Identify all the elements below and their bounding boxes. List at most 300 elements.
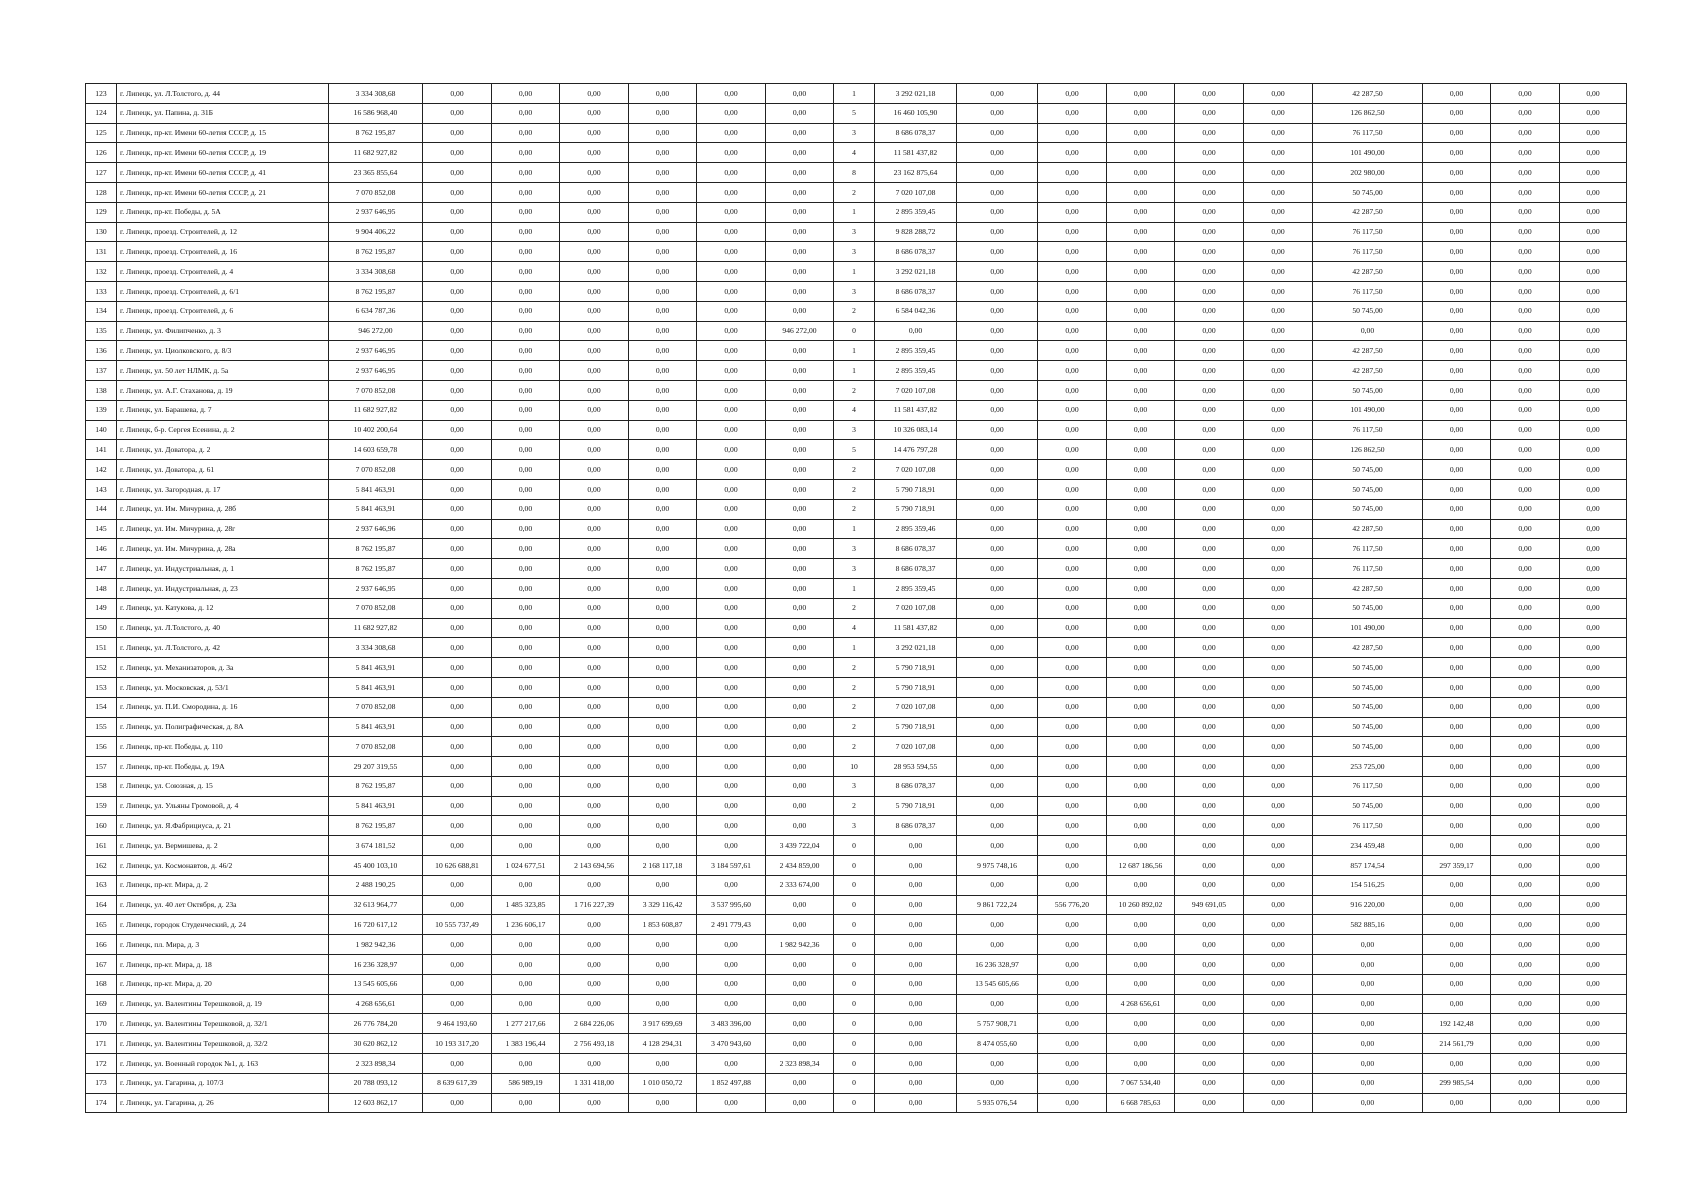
- value-cell: 0,00: [1175, 1054, 1244, 1074]
- value-cell: 192 142,48: [1423, 1014, 1491, 1034]
- value-cell: 8 762 195,87: [329, 559, 423, 579]
- value-cell: 0,00: [1038, 697, 1107, 717]
- value-cell: 0,00: [766, 202, 834, 222]
- value-cell: 0,00: [1107, 123, 1175, 143]
- value-cell: 9 828 288,72: [875, 222, 957, 242]
- value-cell: 0,00: [1560, 321, 1627, 341]
- value-cell: 0,00: [560, 1054, 629, 1074]
- value-cell: 0,00: [1423, 776, 1491, 796]
- row-number-cell: 134: [86, 301, 117, 321]
- value-cell: 0,00: [697, 380, 766, 400]
- value-cell: 3: [834, 123, 875, 143]
- value-cell: 0,00: [560, 420, 629, 440]
- row-number-cell: 144: [86, 499, 117, 519]
- value-cell: 0,00: [1560, 341, 1627, 361]
- value-cell: 8 762 195,87: [329, 539, 423, 559]
- value-cell: 26 776 784,20: [329, 1014, 423, 1034]
- value-cell: 0,00: [1423, 994, 1491, 1014]
- value-cell: 7 020 107,08: [875, 697, 957, 717]
- value-cell: 3 439 722,04: [766, 836, 834, 856]
- value-cell: 0,00: [629, 994, 697, 1014]
- value-cell: 0,00: [1175, 539, 1244, 559]
- value-cell: 0,00: [629, 776, 697, 796]
- table-row: [86, 935, 1627, 955]
- value-cell: 0,00: [1491, 776, 1560, 796]
- value-cell: 0,00: [1244, 182, 1313, 202]
- value-cell: 0,00: [766, 262, 834, 282]
- row-number-cell: 139: [86, 400, 117, 420]
- address-cell: г. Липецк, ул. Загородная, д. 17: [117, 479, 329, 499]
- value-cell: 2: [834, 598, 875, 618]
- value-cell: 0,00: [1107, 539, 1175, 559]
- value-cell: 0,00: [1423, 163, 1491, 183]
- value-cell: 0,00: [1107, 163, 1175, 183]
- value-cell: 0,00: [1175, 677, 1244, 697]
- value-cell: 0,00: [1423, 460, 1491, 480]
- value-cell: 0,00: [560, 875, 629, 895]
- value-cell: 50 745,00: [1313, 182, 1423, 202]
- value-cell: 0,00: [1560, 380, 1627, 400]
- value-cell: 0,00: [492, 123, 560, 143]
- table-row: [86, 974, 1627, 994]
- value-cell: 16 720 617,12: [329, 915, 423, 935]
- value-cell: 0,00: [629, 677, 697, 697]
- value-cell: 0,00: [957, 420, 1038, 440]
- value-cell: 0,00: [1038, 1034, 1107, 1054]
- table-row: [86, 479, 1627, 499]
- value-cell: 949 691,05: [1175, 895, 1244, 915]
- value-cell: 0,00: [697, 143, 766, 163]
- value-cell: 3: [834, 776, 875, 796]
- value-cell: 0,00: [492, 242, 560, 262]
- address-cell: г. Липецк, ул. Механизаторов, д. 3а: [117, 658, 329, 678]
- value-cell: 0,00: [629, 420, 697, 440]
- value-cell: 0,00: [1244, 776, 1313, 796]
- row-number-cell: 137: [86, 361, 117, 381]
- value-cell: 0,00: [1491, 875, 1560, 895]
- value-cell: 0,00: [875, 1014, 957, 1034]
- value-cell: 0,00: [1491, 1093, 1560, 1113]
- value-cell: 42 287,50: [1313, 202, 1423, 222]
- address-cell: г. Липецк, ул. Л.Толстого, д. 40: [117, 618, 329, 638]
- value-cell: 0,00: [1038, 262, 1107, 282]
- value-cell: 916 220,00: [1313, 895, 1423, 915]
- value-cell: 0,00: [629, 697, 697, 717]
- value-cell: 0,00: [629, 737, 697, 757]
- row-number-cell: 169: [86, 994, 117, 1014]
- address-cell: г. Липецк, пр-кт. Имени 60-летия СССР, д. 19: [117, 143, 329, 163]
- value-cell: 0,00: [492, 697, 560, 717]
- value-cell: 0,00: [560, 301, 629, 321]
- value-cell: 0,00: [957, 182, 1038, 202]
- value-cell: 5 790 718,91: [875, 677, 957, 697]
- value-cell: 0,00: [1175, 202, 1244, 222]
- value-cell: 0,00: [1491, 420, 1560, 440]
- table-row: [86, 895, 1627, 915]
- value-cell: 0,00: [957, 202, 1038, 222]
- value-cell: 0,00: [1175, 638, 1244, 658]
- value-cell: 0,00: [1107, 935, 1175, 955]
- value-cell: 10 626 688,81: [423, 856, 492, 876]
- value-cell: 2: [834, 380, 875, 400]
- value-cell: 0,00: [957, 301, 1038, 321]
- value-cell: 0,00: [875, 955, 957, 975]
- value-cell: 2 937 646,95: [329, 578, 423, 598]
- value-cell: 5 935 076,54: [957, 1093, 1038, 1113]
- value-cell: 0,00: [875, 935, 957, 955]
- value-cell: 0,00: [629, 301, 697, 321]
- value-cell: 0,00: [1038, 222, 1107, 242]
- value-cell: 0,00: [629, 380, 697, 400]
- value-cell: 0,00: [1244, 935, 1313, 955]
- value-cell: 0,00: [629, 123, 697, 143]
- value-cell: 0,00: [1038, 143, 1107, 163]
- value-cell: 0,00: [697, 202, 766, 222]
- value-cell: 0,00: [1107, 638, 1175, 658]
- value-cell: 0,00: [1175, 598, 1244, 618]
- value-cell: 1: [834, 84, 875, 104]
- value-cell: 0,00: [1313, 994, 1423, 1014]
- value-cell: 0,00: [1175, 915, 1244, 935]
- value-cell: 0,00: [766, 658, 834, 678]
- value-cell: 3 537 995,60: [697, 895, 766, 915]
- value-cell: 0,00: [1038, 994, 1107, 1014]
- value-cell: 0,00: [1423, 578, 1491, 598]
- value-cell: 50 745,00: [1313, 717, 1423, 737]
- value-cell: 0,00: [1107, 757, 1175, 777]
- value-cell: 0,00: [1107, 717, 1175, 737]
- value-cell: 11 682 927,82: [329, 618, 423, 638]
- value-cell: 0,00: [423, 598, 492, 618]
- value-cell: 0,00: [1491, 816, 1560, 836]
- table-row: [86, 618, 1627, 638]
- value-cell: 0,00: [1491, 341, 1560, 361]
- value-cell: 5 841 463,91: [329, 658, 423, 678]
- value-cell: 0,00: [1560, 1073, 1627, 1093]
- value-cell: 9 861 722,24: [957, 895, 1038, 915]
- value-cell: 0,00: [1175, 123, 1244, 143]
- value-cell: 16 586 968,40: [329, 103, 423, 123]
- value-cell: 0,00: [629, 618, 697, 638]
- value-cell: 0,00: [1423, 955, 1491, 975]
- value-cell: 50 745,00: [1313, 598, 1423, 618]
- value-cell: 0,00: [1175, 1093, 1244, 1113]
- table-row: [86, 182, 1627, 202]
- address-cell: г. Липецк, ул. Космонавтов, д. 46/2: [117, 856, 329, 876]
- value-cell: 0,00: [875, 974, 957, 994]
- value-cell: 0,00: [1107, 875, 1175, 895]
- address-cell: г. Липецк, пр-кт. Мира, д. 2: [117, 875, 329, 895]
- value-cell: 0,00: [697, 519, 766, 539]
- value-cell: 32 613 964,77: [329, 895, 423, 915]
- value-cell: 0,00: [766, 1073, 834, 1093]
- value-cell: 10: [834, 757, 875, 777]
- value-cell: 0,00: [1491, 519, 1560, 539]
- row-number-cell: 164: [86, 895, 117, 915]
- value-cell: 3 334 308,68: [329, 262, 423, 282]
- value-cell: 0,00: [492, 143, 560, 163]
- value-cell: 0,00: [1038, 103, 1107, 123]
- value-cell: 2 323 898,34: [329, 1054, 423, 1074]
- table-row: [86, 1093, 1627, 1113]
- value-cell: 0,00: [1038, 301, 1107, 321]
- value-cell: 5 841 463,91: [329, 479, 423, 499]
- row-number-cell: 154: [86, 697, 117, 717]
- value-cell: 0,00: [1560, 361, 1627, 381]
- value-cell: 0,00: [560, 638, 629, 658]
- row-number-cell: 156: [86, 737, 117, 757]
- value-cell: 0,00: [766, 895, 834, 915]
- value-cell: 0,00: [1038, 163, 1107, 183]
- value-cell: 0,00: [560, 559, 629, 579]
- value-cell: 0,00: [492, 737, 560, 757]
- row-number-cell: 142: [86, 460, 117, 480]
- value-cell: 0,00: [629, 974, 697, 994]
- value-cell: 0,00: [492, 638, 560, 658]
- value-cell: 1: [834, 262, 875, 282]
- value-cell: 0,00: [1244, 658, 1313, 678]
- value-cell: 0,00: [1491, 598, 1560, 618]
- value-cell: 0,00: [1244, 638, 1313, 658]
- value-cell: 11 682 927,82: [329, 400, 423, 420]
- value-cell: 946 272,00: [766, 321, 834, 341]
- value-cell: 0,00: [1107, 103, 1175, 123]
- table-row: [86, 796, 1627, 816]
- value-cell: 0,00: [957, 638, 1038, 658]
- value-cell: 0,00: [1175, 776, 1244, 796]
- value-cell: 0,00: [560, 677, 629, 697]
- address-cell: г. Липецк, ул. 50 лет НЛМК, д. 5а: [117, 361, 329, 381]
- value-cell: 0: [834, 955, 875, 975]
- table-row: [86, 361, 1627, 381]
- row-number-cell: 124: [86, 103, 117, 123]
- value-cell: 50 745,00: [1313, 658, 1423, 678]
- value-cell: 4: [834, 143, 875, 163]
- table-row: [86, 559, 1627, 579]
- value-cell: 0,00: [492, 341, 560, 361]
- value-cell: 0,00: [697, 420, 766, 440]
- value-cell: 0,00: [766, 994, 834, 1014]
- value-cell: 0,00: [423, 875, 492, 895]
- value-cell: 0,00: [697, 598, 766, 618]
- value-cell: 0,00: [697, 875, 766, 895]
- value-cell: 0,00: [766, 1034, 834, 1054]
- value-cell: 0,00: [766, 420, 834, 440]
- value-cell: 0,00: [1560, 103, 1627, 123]
- value-cell: 0,00: [1560, 1093, 1627, 1113]
- value-cell: 76 117,50: [1313, 281, 1423, 301]
- value-cell: 0,00: [1038, 202, 1107, 222]
- value-cell: 0,00: [492, 539, 560, 559]
- value-cell: 0,00: [1423, 836, 1491, 856]
- value-cell: 7 020 107,08: [875, 460, 957, 480]
- value-cell: 0,00: [1423, 440, 1491, 460]
- value-cell: 0,00: [1038, 361, 1107, 381]
- value-cell: 0,00: [560, 499, 629, 519]
- value-cell: 0,00: [1491, 658, 1560, 678]
- value-cell: 0,00: [1175, 420, 1244, 440]
- value-cell: 0,00: [1038, 519, 1107, 539]
- value-cell: 0,00: [492, 796, 560, 816]
- value-cell: 0,00: [1491, 737, 1560, 757]
- value-cell: 0,00: [766, 380, 834, 400]
- value-cell: 0,00: [629, 103, 697, 123]
- value-cell: 0,00: [766, 796, 834, 816]
- value-cell: 4 268 656,61: [329, 994, 423, 1014]
- value-cell: 0,00: [1175, 380, 1244, 400]
- value-cell: 0,00: [1560, 182, 1627, 202]
- value-cell: 0,00: [1491, 559, 1560, 579]
- value-cell: 0,00: [697, 836, 766, 856]
- value-cell: 0,00: [423, 955, 492, 975]
- value-cell: 0,00: [1560, 222, 1627, 242]
- table-row: [86, 321, 1627, 341]
- value-cell: 0: [834, 856, 875, 876]
- value-cell: 0,00: [423, 638, 492, 658]
- value-cell: 0,00: [492, 598, 560, 618]
- value-cell: 1: [834, 341, 875, 361]
- value-cell: 8: [834, 163, 875, 183]
- value-cell: 0,00: [957, 776, 1038, 796]
- value-cell: 3: [834, 242, 875, 262]
- value-cell: 0,00: [957, 994, 1038, 1014]
- value-cell: 0,00: [1244, 242, 1313, 262]
- value-cell: 0,00: [1244, 222, 1313, 242]
- value-cell: 0,00: [957, 84, 1038, 104]
- value-cell: 0,00: [1491, 618, 1560, 638]
- value-cell: 3 917 699,69: [629, 1014, 697, 1034]
- value-cell: 0,00: [492, 103, 560, 123]
- value-cell: 2 434 859,00: [766, 856, 834, 876]
- value-cell: 0,00: [560, 974, 629, 994]
- value-cell: 0,00: [1175, 400, 1244, 420]
- value-cell: 0,00: [1107, 598, 1175, 618]
- value-cell: 0,00: [1313, 321, 1423, 341]
- table-row: [86, 1054, 1627, 1074]
- value-cell: 0,00: [560, 222, 629, 242]
- value-cell: 2 143 694,56: [560, 856, 629, 876]
- value-cell: 20 788 093,12: [329, 1073, 423, 1093]
- value-cell: 0,00: [492, 202, 560, 222]
- value-cell: 0,00: [957, 1054, 1038, 1074]
- value-cell: 0,00: [1560, 123, 1627, 143]
- value-cell: 0,00: [1175, 321, 1244, 341]
- value-cell: 3: [834, 222, 875, 242]
- value-cell: 0,00: [492, 499, 560, 519]
- table-row: [86, 163, 1627, 183]
- row-number-cell: 130: [86, 222, 117, 242]
- value-cell: 0,00: [697, 341, 766, 361]
- value-cell: 0,00: [629, 559, 697, 579]
- row-number-cell: 170: [86, 1014, 117, 1034]
- value-cell: 0,00: [1107, 836, 1175, 856]
- value-cell: 0,00: [492, 1054, 560, 1074]
- value-cell: 3: [834, 420, 875, 440]
- value-cell: 0,00: [560, 163, 629, 183]
- value-cell: 0,00: [1313, 1073, 1423, 1093]
- value-cell: 253 725,00: [1313, 757, 1423, 777]
- table-row: [86, 578, 1627, 598]
- row-number-cell: 160: [86, 816, 117, 836]
- value-cell: 0,00: [423, 341, 492, 361]
- value-cell: 0,00: [492, 281, 560, 301]
- value-cell: 0,00: [1107, 618, 1175, 638]
- table-row: [86, 242, 1627, 262]
- value-cell: 0,00: [957, 499, 1038, 519]
- value-cell: 0,00: [1491, 796, 1560, 816]
- value-cell: 0,00: [1107, 915, 1175, 935]
- value-cell: 0,00: [1038, 420, 1107, 440]
- value-cell: 8 686 078,37: [875, 776, 957, 796]
- value-cell: 0,00: [1175, 1014, 1244, 1034]
- value-cell: 0,00: [1244, 994, 1313, 1014]
- table-row: [86, 737, 1627, 757]
- value-cell: 0,00: [1107, 1014, 1175, 1034]
- value-cell: 0,00: [1107, 578, 1175, 598]
- value-cell: 0,00: [560, 380, 629, 400]
- value-cell: 0,00: [1423, 380, 1491, 400]
- value-cell: 0,00: [1038, 935, 1107, 955]
- value-cell: 0,00: [560, 479, 629, 499]
- value-cell: 1 853 608,87: [629, 915, 697, 935]
- value-cell: 0,00: [957, 440, 1038, 460]
- value-cell: 0,00: [1244, 618, 1313, 638]
- value-cell: 0,00: [1038, 796, 1107, 816]
- value-cell: 0,00: [1560, 598, 1627, 618]
- value-cell: 0,00: [492, 301, 560, 321]
- value-cell: 0,00: [423, 460, 492, 480]
- value-cell: 5 757 908,71: [957, 1014, 1038, 1034]
- value-cell: 1 716 227,39: [560, 895, 629, 915]
- value-cell: 0,00: [1244, 677, 1313, 697]
- value-cell: 0,00: [697, 974, 766, 994]
- value-cell: 5: [834, 103, 875, 123]
- value-cell: 0,00: [1491, 479, 1560, 499]
- value-cell: 0,00: [1038, 341, 1107, 361]
- value-cell: 0,00: [1107, 479, 1175, 499]
- value-cell: 3 674 181,52: [329, 836, 423, 856]
- value-cell: 0,00: [1423, 123, 1491, 143]
- value-cell: 0,00: [957, 341, 1038, 361]
- value-cell: 76 117,50: [1313, 420, 1423, 440]
- address-cell: г. Липецк, ул. Ульяны Громовой, д. 4: [117, 796, 329, 816]
- row-number-cell: 131: [86, 242, 117, 262]
- row-number-cell: 126: [86, 143, 117, 163]
- value-cell: 0,00: [1423, 796, 1491, 816]
- value-cell: 0,00: [560, 915, 629, 935]
- value-cell: 0,00: [957, 697, 1038, 717]
- value-cell: 7 020 107,08: [875, 380, 957, 400]
- value-cell: 23 365 855,64: [329, 163, 423, 183]
- value-cell: 50 745,00: [1313, 737, 1423, 757]
- value-cell: 0,00: [1244, 380, 1313, 400]
- value-cell: 0,00: [1175, 974, 1244, 994]
- value-cell: 3 292 021,18: [875, 84, 957, 104]
- table-row: [86, 776, 1627, 796]
- value-cell: 0,00: [957, 935, 1038, 955]
- value-cell: 0,00: [629, 163, 697, 183]
- value-cell: 0,00: [492, 559, 560, 579]
- value-cell: 1 485 323,85: [492, 895, 560, 915]
- value-cell: 0,00: [560, 242, 629, 262]
- value-cell: 0,00: [423, 974, 492, 994]
- value-cell: 0,00: [1423, 677, 1491, 697]
- value-cell: 0,00: [560, 598, 629, 618]
- value-cell: 0,00: [957, 559, 1038, 579]
- value-cell: 0,00: [492, 182, 560, 202]
- value-cell: 0: [834, 1054, 875, 1074]
- table-row: [86, 757, 1627, 777]
